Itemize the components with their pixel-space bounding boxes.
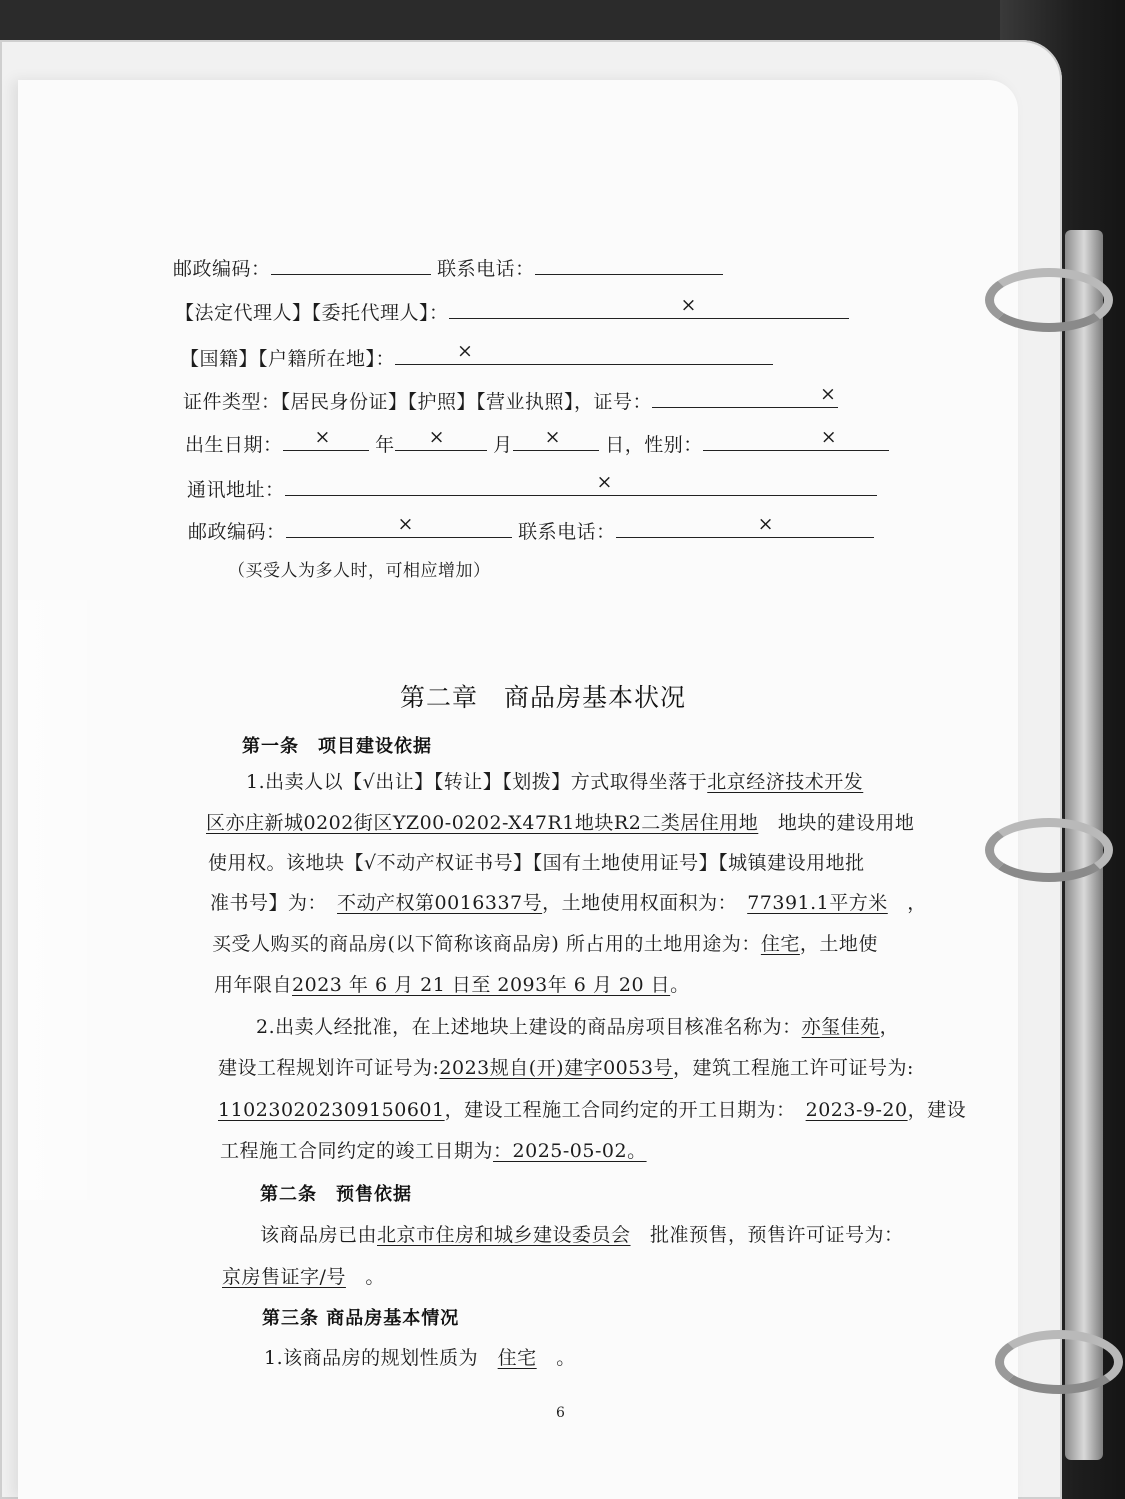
address-field[interactable]: × bbox=[285, 473, 877, 496]
article-1-para-1-line-2: 区亦庄新城0202街区YZ00-0202-X47R1地块R2二类居住用地 地块的建设用地 bbox=[206, 812, 915, 834]
light-glare bbox=[18, 600, 108, 1200]
article-1-para-1-line-5: 买受人购买的商品房(以下简称该商品房) 所占用的土地用途为：住宅，土地使 bbox=[212, 933, 878, 955]
article-1-para-1-line-3: 使用权。该地块【√不动产权证书号】【国有土地使用证号】【城镇建设用地批 bbox=[208, 852, 865, 874]
birth-month-field[interactable]: × bbox=[395, 428, 487, 451]
article-1-title: 第一条 项目建设依据 bbox=[242, 736, 432, 757]
postal-code-field-2[interactable]: × bbox=[286, 515, 512, 538]
birth-day-field[interactable]: × bbox=[513, 428, 599, 451]
phone-field-2[interactable]: × bbox=[616, 515, 874, 538]
article-3-title: 第三条 商品房基本情况 bbox=[262, 1308, 460, 1329]
article-1-para-1-line-6: 用年限自2023 年 6 月 21 日至 2093年 6 月 20 日。 bbox=[214, 974, 690, 996]
article-2-para-line-1: 该商品房已由北京市住房和城乡建设委员会 批准预售，预售许可证号为： bbox=[260, 1224, 904, 1246]
address-line: 通讯地址： × bbox=[187, 473, 877, 502]
binder-ring-bottom bbox=[995, 1330, 1123, 1394]
document-page bbox=[18, 80, 1018, 1499]
article-1-para-2-line-1: 2.出卖人经批准，在上述地块上建设的商品房项目核准名称为：亦玺佳苑， bbox=[256, 1016, 900, 1038]
contact-line-1: 邮政编码： 联系电话： bbox=[173, 252, 723, 281]
phone-blank-1[interactable] bbox=[535, 252, 723, 275]
article-1-para-2-line-3: 110230202309150601，建设工程施工合同约定的开工日期为： 2023-9-20，建设 bbox=[218, 1099, 967, 1121]
article-1-para-2-line-4: 工程施工合同约定的竣工日期为：2025-05-02。 bbox=[220, 1140, 647, 1162]
page-number: 6 bbox=[556, 1405, 565, 1421]
id-document-line: 证件类型：【居民身份证】【护照】【营业执照】，证号： × bbox=[183, 383, 837, 413]
multiple-buyers-note: （买受人为多人时，可相应增加） bbox=[228, 561, 491, 581]
agent-field[interactable]: × bbox=[449, 296, 849, 319]
nationality-field[interactable]: × bbox=[395, 342, 773, 365]
article-2-title: 第二条 预售依据 bbox=[260, 1184, 412, 1205]
article-1-para-1-line-1: 1.出卖人以【√出让】【转让】【划拨】方式取得坐落于北京经济技术开发 bbox=[246, 771, 864, 793]
gender-field[interactable]: × bbox=[703, 428, 889, 451]
id-number-field[interactable]: × bbox=[652, 385, 838, 408]
binder-ring-middle bbox=[985, 818, 1113, 882]
article-1-para-2-line-2: 建设工程规划许可证号为:2023规自(开)建字0053号，建筑工程施工许可证号为: bbox=[218, 1057, 914, 1079]
article-3-para-line-1: 1.该商品房的规划性质为 住宅 。 bbox=[264, 1347, 576, 1369]
birth-year-field[interactable]: × bbox=[283, 428, 369, 451]
birth-date-line: 出生日期： × 年 × 月 × 日，性别： × bbox=[185, 428, 889, 457]
agent-line: 【法定代理人】【委托代理人】： × bbox=[175, 296, 849, 325]
chapter-title: 第二章 商品房基本状况 bbox=[400, 683, 687, 712]
article-1-para-1-line-4: 准书号】为： 不动产权第0016337号，土地使用权面积为： 77391.1平方米 ， bbox=[210, 892, 927, 914]
postal-code-blank-1[interactable] bbox=[271, 252, 431, 275]
binder-ring-top bbox=[985, 268, 1113, 332]
contact-line-2: 邮政编码： × 联系电话： × bbox=[188, 515, 874, 544]
nationality-line: 【国籍】【户籍所在地】： × bbox=[180, 342, 773, 371]
article-2-para-line-2: 京房售证字/号 。 bbox=[222, 1266, 385, 1288]
